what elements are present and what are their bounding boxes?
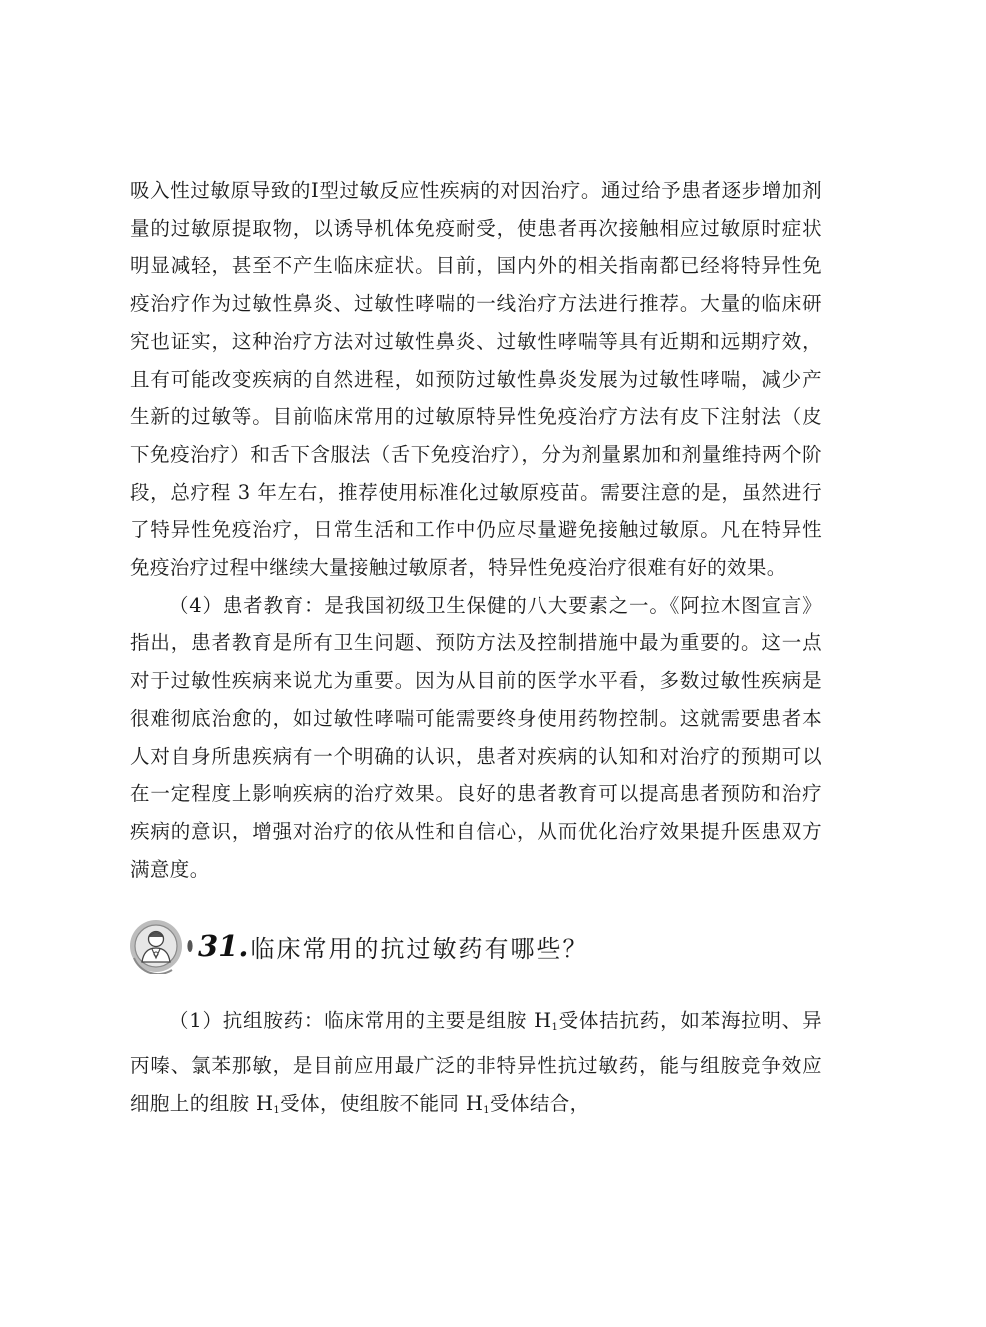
doctor-avatar-icon (128, 918, 184, 974)
question-header (130, 918, 822, 974)
question-title: 临床常用的抗过敏药有哪些？ (250, 934, 589, 963)
bullet-mark-icon (186, 937, 194, 955)
paragraph-patient-education: （4）患者教育：是我国初级卫生保健的八大要素之一。《阿拉木图宣言》指出，患者教育是所有卫生问题、预防方法及控制措施中最为重要的。这一点对于过敏性疾病来说尤为重要。因为从目前的医学水平看，多数过敏性疾病是很难彻底治愈的，如过敏性哮喘可能需要终身使用药物控制。这就需要患者本人对自身所患疾病有一个明确的认识，患者对疾病的认知和对治疗的预期可以在一定程度上影响疾病的治疗效果。良好的患者教育可以提高患者预防和治疗疾病的意识，增强对治疗的依从性和自信心，从而优化治疗效果提升医患双方满意度。 (130, 593, 822, 881)
paragraph-antihistamines: （1）抗组胺药：临床常用的主要是组胺 $H_1$受体拮抗药，如苯海拉明、异丙嗪、氯苯那敏，是目前应用最广泛的非特异性抗过敏药，能与组胺竞争效应细胞上的组胺 $H_1$受体，使组胺不能同 $H_1$受体结合， (130, 1009, 822, 1116)
paragraph-immunotherapy: 吸入性过敏原导致的Ⅰ型过敏反应性疾病的对因治疗。通过给予患者逐步增加剂量的过敏原提取物，以诱导机体免疫耐受，使患者再次接触相应过敏原时症状明显减轻，甚至不产生临床症状。目前，国内外的相关指南都已经将特异性免疫治疗作为过敏性鼻炎、过敏性哮喘的一线治疗方法进行推荐。大量的临床研究也证实，这种治疗方法对过敏性鼻炎、过敏性哮喘等具有近期和远期疗效，且有可能改变疾病的自然进程，如预防过敏性鼻炎发展为过敏性哮喘，减少产生新的过敏等。目前临床常用的过敏原特异性免疫治疗方法有皮下注射法（皮下免疫治疗）和舌下含服法（舌下免疫治疗），分为剂量累加和剂量维持两个阶段，总疗程 3 年左右，推荐使用标准化过敏原疫苗。需要注意的是，虽然进行了特异性免疫治疗，日常生活和工作中仍应尽量避免接触过敏原。凡在特异性免疫治疗过程中继续大量接触过敏原者，特异性免疫治疗很难有好的效果。 (130, 179, 822, 580)
question-number: 31. (198, 929, 249, 964)
page-body (130, 172, 822, 1129)
